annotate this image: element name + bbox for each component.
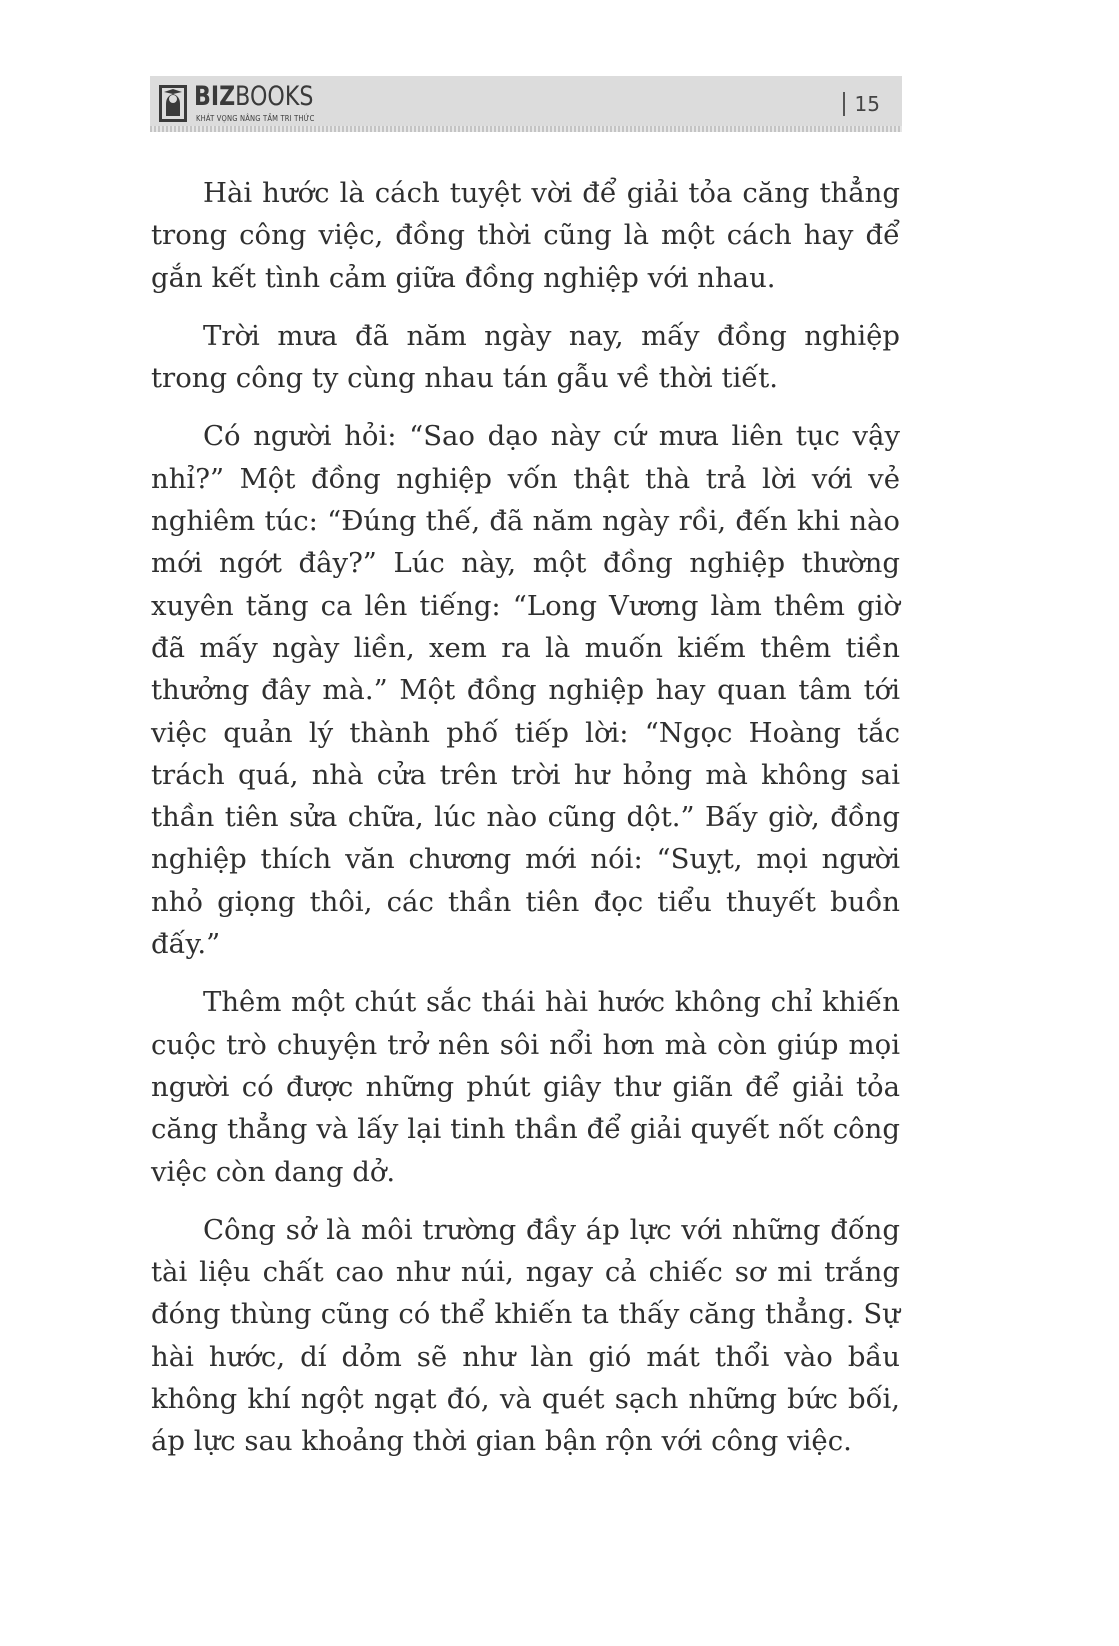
- brand-name-light: BOOKS: [235, 81, 314, 112]
- paragraph: Hài hước là cách tuyệt vời để giải tỏa căng thẳng trong công việc, đồng thời cũng là một cách hay để gắn kết tình cảm giữa đồng nghiệp với nhau.: [151, 177, 900, 294]
- page-number-block: [843, 92, 880, 116]
- brand-name-bold: BIZ: [194, 81, 236, 112]
- paragraph: Trời mưa đã năm ngày nay, mấy đồng nghiệp trong công ty cùng nhau tán gẫu về thời tiết.: [151, 319, 900, 395]
- bizbooks-logo-icon: [158, 82, 188, 124]
- body-text: [151, 172, 900, 1479]
- page-number: 15: [854, 92, 880, 116]
- brand-tagline: KHÁT VỌNG NÂNG TẦM TRI THỨC: [196, 114, 315, 123]
- brand-name: [194, 82, 313, 112]
- paragraph: Thêm một chút sắc thái hài hước không chỉ khiến cuộc trò chuyện trở nên sôi nổi hơn mà còn giúp mọi người có được những phút giây thư giãn để giải tỏa căng thẳng và lấy lại tinh thần để giải quyết nốt công việc còn dang dở.: [151, 986, 900, 1188]
- page-number-divider: [843, 92, 845, 116]
- paragraph: Có người hỏi: “Sao dạo này cứ mưa liên tục vậy nhỉ?” Một đồng nghiệp vốn thật thà trả lời với vẻ nghiêm túc: “Đúng thế, đã năm ngày rồi, đến khi nào mới ngớt đây?” Lúc này, một đồng nghiệp thường xuyên tăng ca lên tiếng: “Long Vương làm thêm giờ đã mấy ngày liền, xem ra là muốn kiếm thêm tiền thưởng đây mà.” Một đồng nghiệp hay quan tâm tới việc quản lý thành phố tiếp lời: “Ngọc Hoàng tắc trách quá, nhà cửa trên trời hư hỏng mà không sai thần tiên sửa chữa, lúc nào cũng dột.” Bấy giờ, đồng nghiệp thích văn chương mới nói: “Suỵt, mọi người nhỏ giọng thôi, các thần tiên đọc tiểu thuyết buồn đấy.”: [151, 420, 900, 961]
- page-header: [150, 76, 902, 132]
- paragraph: Công sở là môi trường đầy áp lực với những đống tài liệu chất cao như núi, ngay cả chiếc sơ mi trắng đóng thùng cũng có thể khiến ta thấy căng thẳng. Sự hài hước, dí dỏm sẽ như làn gió mát thổi vào bầu không khí ngột ngạt đó, và quét sạch những bức bối, áp lực sau khoảng thời gian bận rộn với công việc.: [151, 1213, 900, 1458]
